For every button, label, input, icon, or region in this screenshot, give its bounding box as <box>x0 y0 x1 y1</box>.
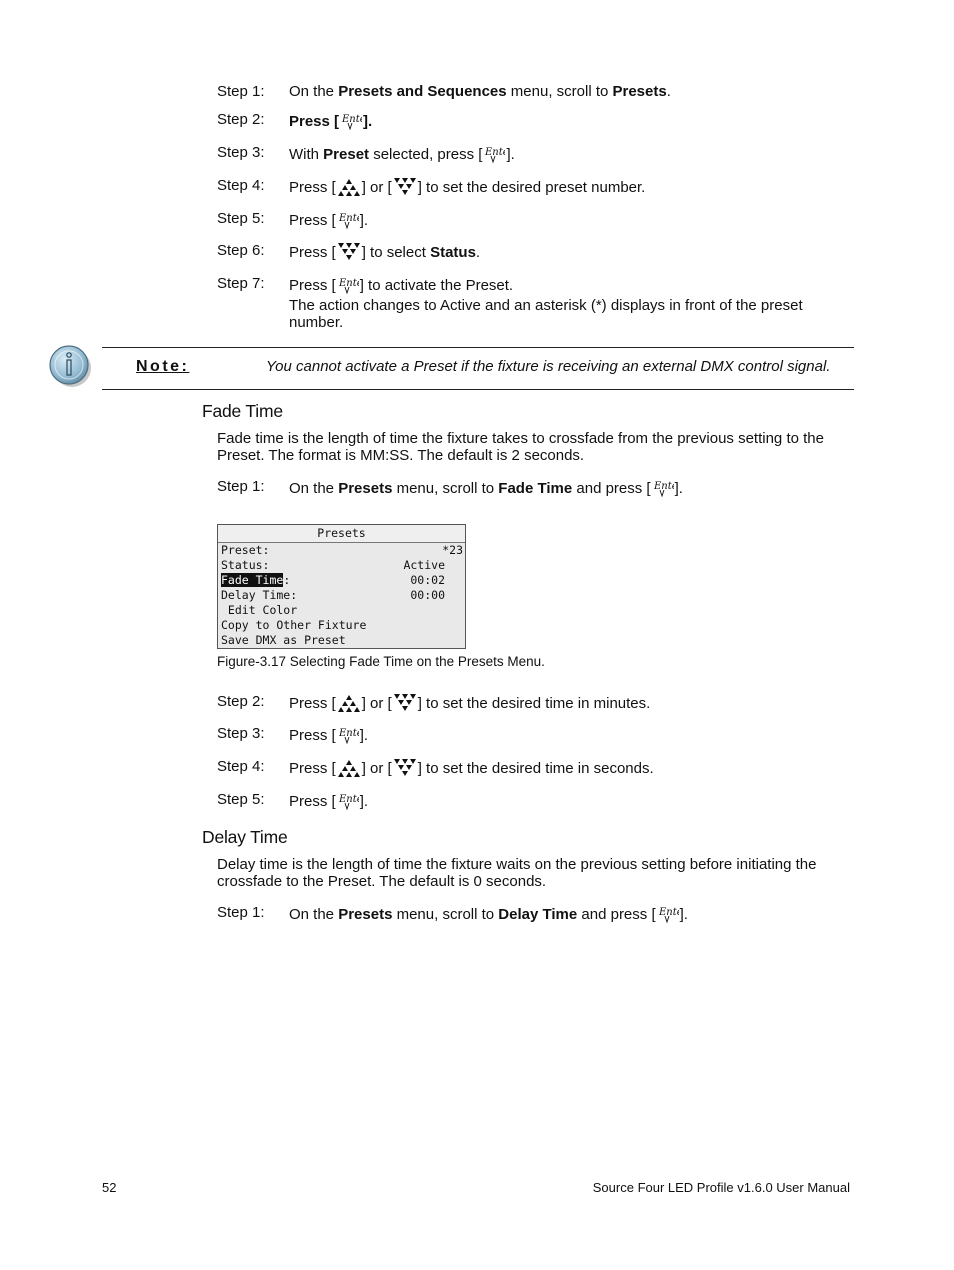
display-row-edit-color: Edit Color <box>221 603 298 617</box>
step-text: On the Presets menu, scroll to Delay Time and press [ Ent ]. <box>289 904 859 929</box>
up-arrow-key-icon <box>337 177 361 202</box>
note-top-rule <box>102 347 854 348</box>
display-row-preset: Preset: *23 <box>221 543 463 557</box>
section-heading-delay-time: Delay Time <box>202 827 288 847</box>
section-heading-fade-time: Fade Time <box>202 401 283 421</box>
step-number: Step 2: <box>217 111 265 128</box>
up-arrow-key-icon <box>337 693 361 718</box>
step-number: Step 5: <box>217 210 265 227</box>
step-number: Step 3: <box>217 725 265 742</box>
manual-title: Source Four LED Profile v1.6.0 User Manual <box>592 1180 850 1195</box>
svg-text:Enter: Ent <box>338 794 357 805</box>
svg-text:Enter: Ent <box>338 278 357 289</box>
step-text: With Preset selected, press [ Ent ]. <box>289 144 859 169</box>
enter-key-icon <box>337 791 359 816</box>
step-number: Step 2: <box>217 693 265 710</box>
down-arrow-key-icon <box>393 758 417 783</box>
down-arrow-key-icon <box>393 693 417 718</box>
step-number: Step 7: <box>217 275 265 292</box>
svg-text:Enter: Ent <box>653 481 672 492</box>
step-text: Press [ Ent ]. <box>289 725 859 750</box>
step-number: Step 4: <box>217 758 265 775</box>
enter-key-icon <box>337 210 359 235</box>
presets-menu-display <box>217 524 466 649</box>
svg-text:Enter: Ent <box>338 213 357 224</box>
step-text: Press [ ] to select Status. <box>289 242 859 267</box>
display-title: Presets <box>218 525 465 543</box>
svg-text:Enter: Ent <box>342 114 360 125</box>
step-text: Press [ ] or [ ] to set the desired time in minutes. <box>289 693 859 718</box>
step-number: Step 4: <box>217 177 265 194</box>
step-number: Step 3: <box>217 144 265 161</box>
step-text: Press [ ] or [ ] to set the desired time in seconds. <box>289 758 859 783</box>
step-number: Step 1: <box>217 83 265 100</box>
step-explanation: The action changes to Active and an asterisk (*) displays in front of the preset number. <box>289 297 803 331</box>
step-number: Step 1: <box>217 904 265 921</box>
step-number: Step 6: <box>217 242 265 259</box>
enter-key-icon <box>340 111 362 136</box>
enter-key-icon <box>657 904 679 929</box>
step-number: Step 1: <box>217 478 265 495</box>
enter-key-icon <box>337 725 359 750</box>
figure-caption: Figure-3.17 Selecting Fade Time on the Presets Menu. <box>217 654 545 669</box>
display-row-delay-time: Delay Time: 00:00 <box>221 588 445 602</box>
step-text: Press [ Ent ] to activate the Preset. <box>289 275 859 300</box>
down-arrow-key-icon <box>393 177 417 202</box>
note-text: You cannot activate a Preset if the fixture is receiving an external DMX control signal. <box>266 358 831 375</box>
info-icon <box>48 344 92 388</box>
step-text: On the Presets and Sequences menu, scroll to Presets. <box>289 83 671 100</box>
display-row-save-dmx-as-preset: Save DMX as Preset <box>221 633 346 647</box>
step-number: Step 5: <box>217 791 265 808</box>
step-text: Press [ Ent ]. <box>289 111 859 136</box>
delay-time-description: Delay time is the length of time the fixture waits on the previous setting before initiating the crossfade to the Preset. The default is 0 seconds. <box>217 856 817 890</box>
note-label: Note: <box>136 358 190 375</box>
svg-text:Enter: Ent <box>658 907 677 918</box>
enter-key-icon <box>483 144 505 169</box>
step-text: On the Presets menu, scroll to Fade Time and press [ Ent ]. <box>289 478 859 503</box>
step-text: Press [ Ent ]. <box>289 210 859 235</box>
step-text: Press [ ] or [ ] to set the desired preset number. <box>289 177 859 202</box>
svg-text:Enter: Ent <box>338 728 357 739</box>
display-row-status: Status: Active <box>221 558 445 572</box>
fade-time-description: Fade time is the length of time the fixture takes to crossfade from the previous setting to the Preset. The format is MM:SS. The default is 2 seconds. <box>217 430 824 464</box>
step-text: Press [ Ent ]. <box>289 791 859 816</box>
up-arrow-key-icon <box>337 758 361 783</box>
display-row-copy-to-other-fixture: Copy to Other Fixture <box>221 618 367 632</box>
svg-text:Enter: Ent <box>485 147 504 158</box>
page-number: 52 <box>102 1180 117 1195</box>
down-arrow-key-icon <box>337 242 361 267</box>
note-bottom-rule <box>102 389 854 390</box>
enter-key-icon <box>652 478 674 503</box>
display-row-fade-time-selected: Fade Time: 00:02 <box>221 573 445 587</box>
